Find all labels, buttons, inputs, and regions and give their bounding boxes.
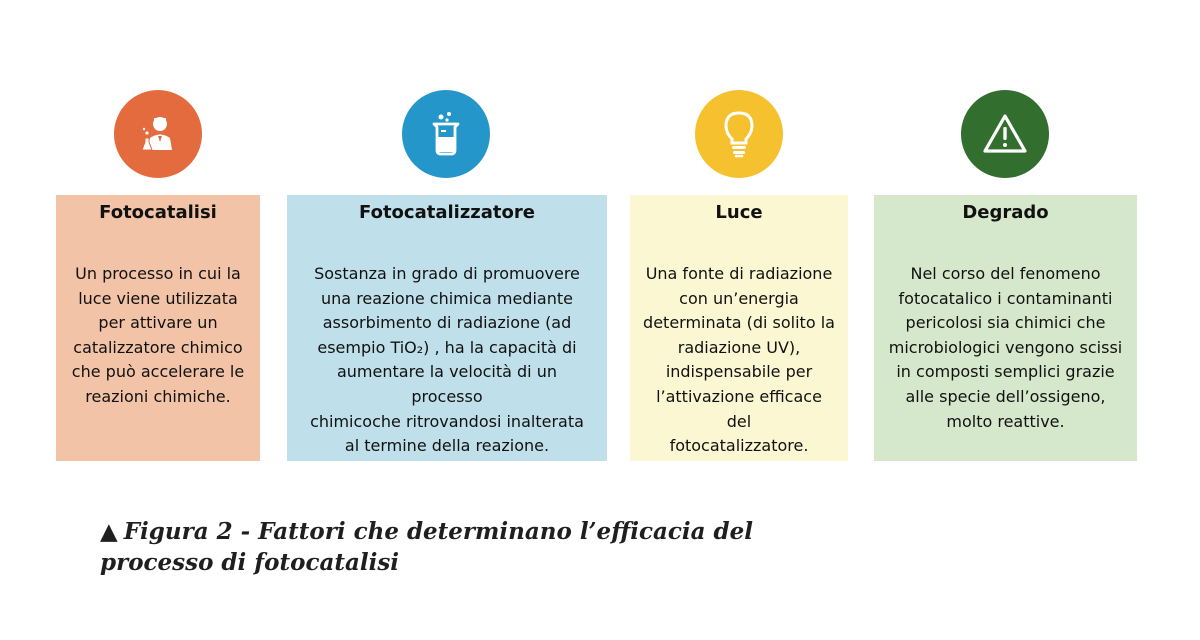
card-degrado — [874, 195, 1137, 461]
lightbulb-icon — [719, 109, 759, 159]
card-line: Nel corso del fenomeno — [910, 264, 1101, 283]
card-title: Luce — [715, 202, 763, 223]
scientist-icon — [136, 112, 180, 156]
card-title: Degrado — [962, 202, 1049, 223]
card-line: radiazione UV), — [677, 337, 801, 357]
card-fotocatalisi — [56, 195, 260, 461]
card-line: Sostanza in grado di promuovere — [314, 264, 580, 283]
card-description — [299, 262, 595, 459]
card-line: con un’energia — [679, 288, 799, 308]
figure-caption — [100, 516, 820, 578]
warning-icon — [982, 113, 1028, 155]
card-line: l’attivazione efficace del — [656, 386, 822, 431]
card-line: al termine della reazione. — [344, 436, 550, 456]
card-line: assorbimento di radiazione (ad — [322, 313, 572, 333]
card-line: aumentare la velocità di un processo — [336, 362, 557, 406]
card-description — [68, 262, 248, 410]
warning-icon-circle — [961, 90, 1049, 178]
card-line: chimicoche ritrovandosi inalterata — [310, 411, 584, 431]
caption-line-1 — [100, 516, 820, 547]
card-line: catalizzatore chimico — [73, 337, 243, 357]
card-line: molto reattive. — [946, 411, 1065, 431]
card-line: alle specie dell’ossigeno, — [905, 386, 1106, 406]
card-line: reazioni chimiche. — [85, 386, 231, 406]
card-luce — [630, 195, 848, 461]
caption-text-2: processo di fotocatalisi — [100, 549, 400, 576]
caption-text-1: Figura 2 - Fattori che determinano l’efficacia del — [123, 518, 753, 545]
card-title: Fotocatalizzatore — [359, 202, 535, 223]
card-line: luce viene utilizzata — [78, 288, 238, 308]
card-line: indispensabile per — [665, 362, 813, 382]
card-line: pericolosi sia chimici che — [905, 313, 1106, 333]
lightbulb-icon-circle — [695, 90, 783, 178]
card-line: esempio TiO₂) , ha la capacità di — [317, 337, 577, 357]
card-line: Un processo in cui la — [75, 264, 241, 283]
card-line: in composti semplici grazie — [896, 362, 1115, 382]
card-description — [886, 262, 1125, 434]
triangle-marker-icon: ▲ — [100, 518, 118, 545]
card-description — [642, 262, 836, 459]
card-line: determinata (di solito la — [643, 313, 835, 333]
card-title: Fotocatalisi — [99, 202, 217, 223]
beaker-icon — [424, 110, 468, 158]
scientist-icon-circle — [114, 90, 202, 178]
card-fotocatalizzatore — [287, 195, 607, 461]
beaker-icon-circle — [402, 90, 490, 178]
card-line: per attivare un — [98, 313, 218, 333]
card-line: fotocatalico i contaminanti — [898, 288, 1113, 308]
card-line: che può accelerare le — [71, 362, 245, 382]
card-line: una reazione chimica mediante — [321, 288, 573, 308]
card-line: microbiologici vengono scissi — [888, 337, 1123, 357]
card-line: Una fonte di radiazione — [645, 264, 833, 283]
card-line: fotocatalizzatore. — [669, 436, 809, 456]
